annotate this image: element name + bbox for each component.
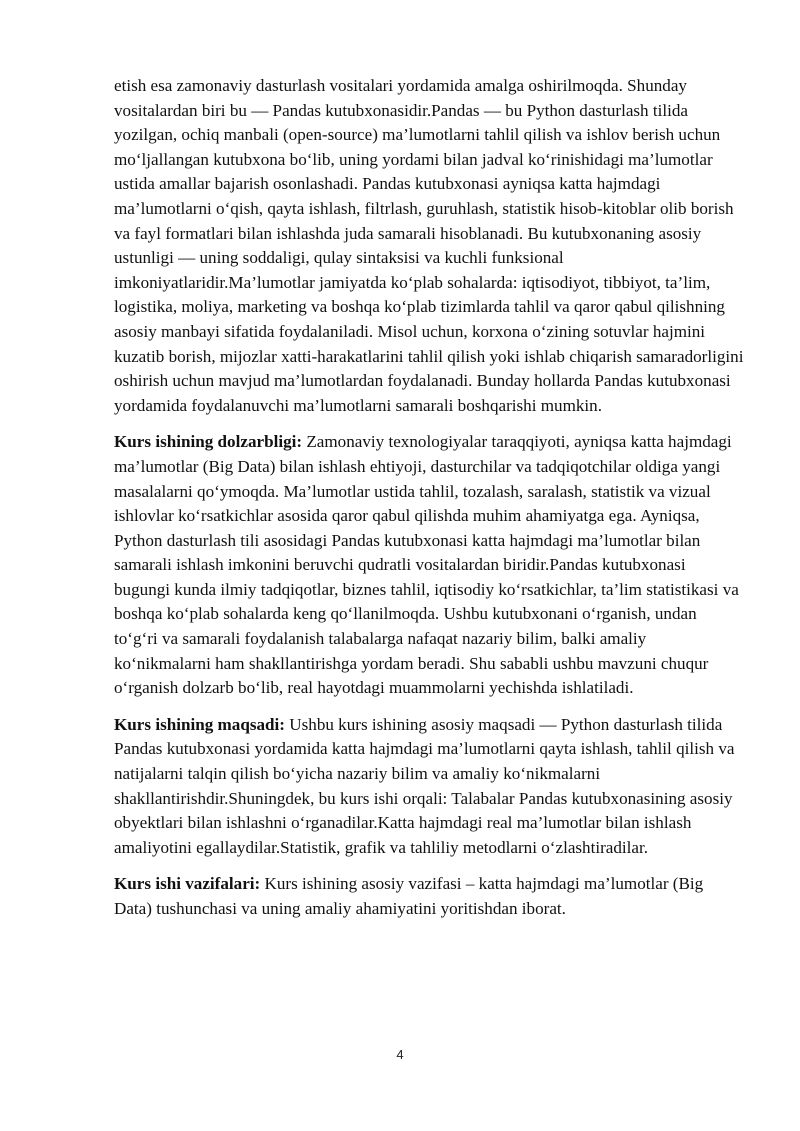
tasks-heading: Kurs ishi vazifalari: — [114, 874, 261, 894]
document-page — [114, 74, 744, 922]
relevance-heading: Kurs ishining dolzarbligi: — [114, 432, 303, 452]
intro-paragraph-text: etish esa zamonaviy dasturlash vositalari yordamida amalga oshirilmoqda. Shunday vositalardan biri bu — Pandas kutubxonasidir.Pandas — bu Python dasturlash tilida yozilgan, ochiq manbali (open-source) ma’lumotlarni tahlil qilish va ishlov berish uchun mo‘ljallangan kutubxona bo‘lib, uning yordami bilan jadval ko‘rinishidagi ma’lumotlar ustida amallar bajarish osonlashadi. Pandas kutubxonasi ayniqsa katta hajmdagi ma’lumotlarni o‘qish, qayta ishlash, filtrlash, guruhlash, statistik hisob-kitoblar olib borish va fayl formatlari bilan ishlashda juda samarali hisoblanadi. Bu kutubxonaning asosiy ustunligi — uning soddaligi, qulay sintaksisi va kuchli funksional imkoniyatlaridir.Ma’lumotlar jamiyatda ko‘plab sohalarda: iqtisodiyot, tibbiyot, ta’lim, logistika, moliya, marketing va boshqa ko‘plab tizimlarda tahlil va qaror qabul qilishning asosiy manbayi sifatida foydalaniladi. Misol uchun, korxona o‘zining sotuvlar hajmini kuzatib borish, mijozlar xatti-harakatlarini tahlil qilish yoki ishlab chiqarish samaradorligini oshirish uchun mavjud ma’lumotlardan foydalanadi. Bunday hollarda Pandas kutubxonasi yordamida foydalanuvchi ma’lumotlarni samarali boshqarishi mumkin. — [114, 76, 744, 415]
intro-paragraph — [114, 74, 744, 418]
goal-paragraph — [114, 713, 744, 861]
page-number: 4 — [396, 1047, 404, 1062]
tasks-paragraph — [114, 872, 744, 921]
goal-heading: Kurs ishining maqsadi: — [114, 714, 285, 734]
tasks-paragraph-text: Kurs ishining asosiy vazifasi – katta hajmdagi ma’lumotlar (Big Data) tushunchasi va uning amaliy ahamiyatini yoritishdan iborat. — [114, 874, 704, 918]
relevance-paragraph-text: Zamonaviy texnologiyalar taraqqiyoti, ayniqsa katta hajmdagi ma’lumotlar (Big Data) bilan ishlash ehtiyoji, dasturchilar va tadqiqotchilar oldiga yangi masalalarni qo‘ymoqda. Ma’lumotlar ustida tahlil, tozalash, saralash, statistik va vizual ishlovlar ko‘rsatkichlar asosida qaror qabul qilishda muhim ahamiyatga ega. Ayniqsa, Python dasturlash tili asosidagi Pandas kutubxonasi katta hajmdagi ma’lumotlar bilan samarali ishlash imkonini beruvchi qudratli vositalardan biridir.Pandas kutubxonasi bugungi kunda ilmiy tadqiqotlar, biznes tahlil, iqtisodiy ko‘rsatkichlar, ta’lim statistikasi va boshqa ko‘plab sohalarda keng qo‘llanilmoqda. Ushbu kutubxonani o‘rganish, undan to‘g‘ri va samarali foydalanish talabalarga nafaqat nazariy bilim, balki amaliy ko‘nikmalarni ham shakllantirishga yordam beradi. Shu sababli ushbu mavzuni chuqur o‘rganish dolzarb bo‘lib, real hayotdagi muammolarni yechishda ishlatiladi. — [114, 432, 739, 698]
relevance-paragraph — [114, 430, 744, 701]
goal-paragraph-text: Ushbu kurs ishining asosiy maqsadi — Python dasturlash tilida Pandas kutubxonasi yordamida katta hajmdagi ma’lumotlarni qayta ishlash, tahlil qilish va natijalarni talqin qilish bo‘yicha nazariy bilim va amaliy ko‘nikmalarni shakllantirishdir.Shuningdek, bu kurs ishi orqali: Talabalar Pandas kutubxonasining asosiy obyektlari bilan ishlashni o‘rganadilar.Katta hajmdagi real ma’lumotlar bilan ishlash amaliyotini egallaydilar.Statistik, grafik va tahliliy metodlarni o‘zlashtiradilar. — [114, 714, 735, 857]
